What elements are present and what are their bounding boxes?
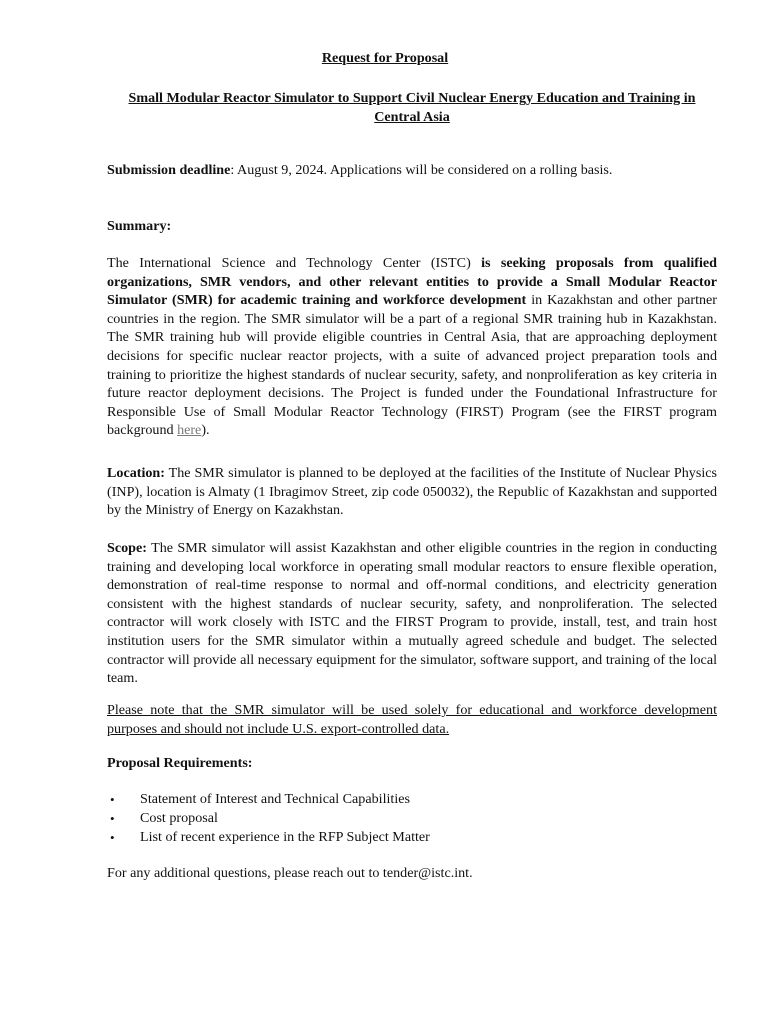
summary-paragraph bbox=[107, 254, 717, 440]
list-item-text: List of recent experience in the RFP Subject Matter bbox=[140, 829, 430, 845]
summary-heading bbox=[107, 217, 717, 236]
first-program-link[interactable]: here bbox=[177, 422, 202, 439]
deadline-label: Submission deadline bbox=[107, 162, 231, 178]
list-item bbox=[107, 809, 717, 828]
summary-intro: The International Science and Technology Center (ISTC) bbox=[107, 255, 482, 271]
summary-body: in Kazakhstan and other partner countries in the region. The SMR simulator will be a part of a regional SMR training hub in Kazakhstan. The SMR training hub will provide eligible countries in Central Asia, that are approaching deployment decisions for specific nuclear reactor projects, with a suite of advanced project preparation tools and training to prioritize the highest standards of nuclear security, safety, and nonproliferation as key criteria in future reactor deployment decisions. The Project is funded under the Foundational Infrastructure for Responsible Use of Small Modular Reactor Technology (FIRST) Program (see the FIRST program background bbox=[107, 292, 717, 439]
summary-heading-text: Summary: bbox=[107, 218, 172, 234]
location-text: The SMR simulator is planned to be deployed at the facilities of the Institute of Nuclear Physics (INP), location is Almaty (1 Ibragimov Street, zip code 050032), the Republic of Kazakhstan and supported by the Ministry of Energy on Kazakhstan. bbox=[107, 465, 717, 519]
export-note: Please note that the SMR simulator will be used solely for educational and workforce development purposes and should not include U.S. export-controlled data. bbox=[107, 702, 717, 737]
scope-label: Scope: bbox=[107, 540, 147, 556]
requirements-heading-text: Proposal Requirements: bbox=[107, 755, 253, 771]
requirements-list bbox=[107, 790, 717, 847]
scope-text: The SMR simulator will assist Kazakhstan and other eligible countries in the region in conducting training and developing local workforce in operating small modular reactors to ensure flexible operation, demonstration of real-time response to normal and off-normal conditions, and electricity generation consistent with the highest standards of nuclear security, safety, and nonproliferation. The selected contractor will work closely with ISTC and the FIRST Program to provide, install, test, and train host institution users for the SMR simulator within a mutually agreed schedule and budget. The selected contractor will provide all necessary equipment for the simulator, software support, and training of the local team. bbox=[107, 540, 717, 687]
deadline-text: : August 9, 2024. Applications will be considered on a rolling basis. bbox=[230, 162, 613, 178]
document-subtitle: Small Modular Reactor Simulator to Support Civil Nuclear Energy Education and Training in Central Asia bbox=[128, 90, 696, 125]
location-paragraph bbox=[107, 464, 717, 520]
list-item-text: Cost proposal bbox=[140, 810, 218, 826]
requirements-heading bbox=[107, 754, 717, 773]
summary-end: ). bbox=[201, 422, 210, 439]
list-item bbox=[107, 828, 717, 847]
bullet-icon: • bbox=[110, 811, 115, 826]
bullet-icon: • bbox=[110, 792, 115, 807]
contact-line: For any additional questions, please reach out to tender@istc.int. bbox=[107, 865, 473, 881]
list-item bbox=[107, 790, 717, 809]
location-label: Location: bbox=[107, 465, 165, 481]
submission-deadline bbox=[107, 161, 717, 180]
list-item-text: Statement of Interest and Technical Capabilities bbox=[140, 791, 410, 807]
bullet-icon: • bbox=[110, 830, 115, 845]
scope-paragraph bbox=[107, 539, 717, 688]
summary-bold: is seeking proposals from qualified organizations, SMR vendors, and other relevant entities to provide a Small Modular Reactor Simulator (SMR) for academic training and workforce development bbox=[107, 255, 718, 309]
document-title: Request for Proposal bbox=[321, 50, 449, 66]
